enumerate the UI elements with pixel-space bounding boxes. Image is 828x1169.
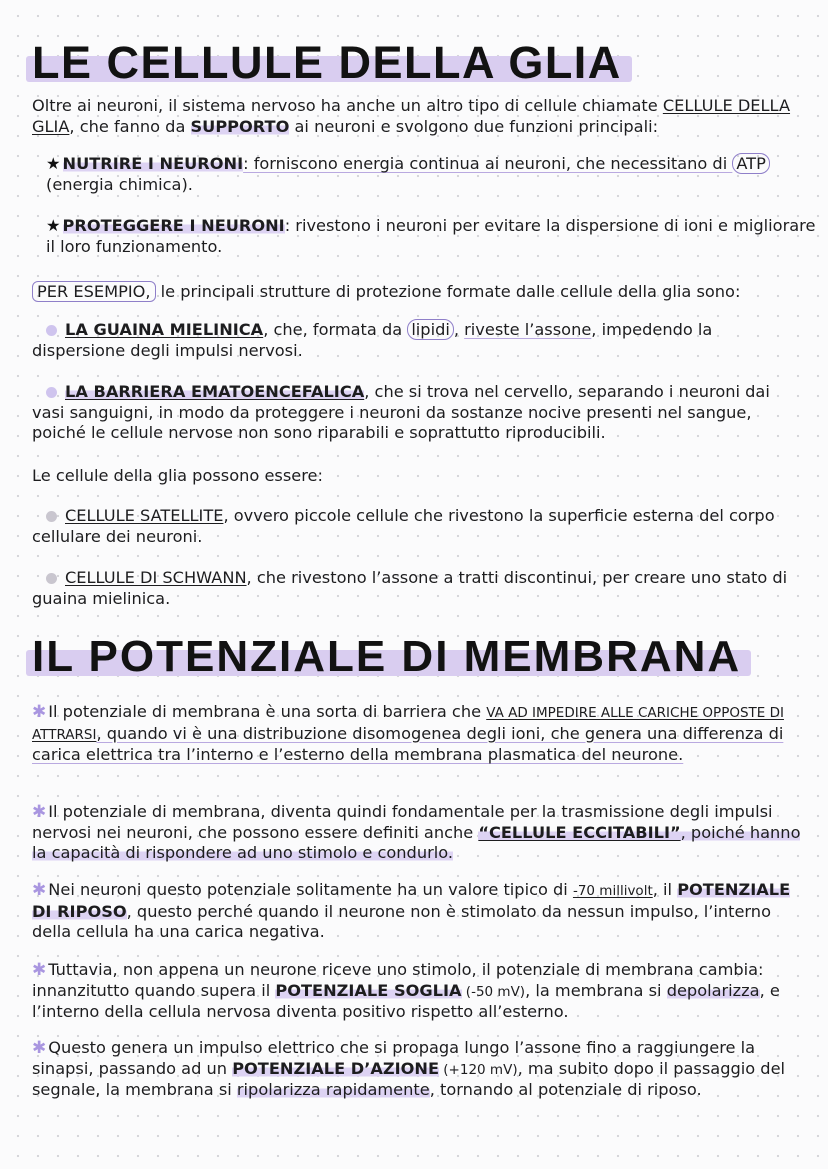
potenziale-para-4: ✱ Tuttavia, non appena un neurone riceve uno stimolo, il potenziale di membrana cambia: innanzitutto quando supera il POTENZIALE SOGLIA (-50 mV), la membrana si depolarizza, e l’interno della cellula nervosa diventa positivo rispetto all’esterno. bbox=[32, 960, 780, 1021]
function-heading: PROTEGGERE I NEURONI bbox=[62, 216, 285, 235]
type-heading: CELLULE DI SCHWANN bbox=[65, 568, 247, 587]
structure-heading: LA GUAINA MIELINICA bbox=[65, 320, 264, 339]
bullet-icon bbox=[46, 573, 57, 584]
keyword-potenziale-soglia: POTENZIALE SOGLIA bbox=[275, 980, 462, 1000]
asterisk-icon: ✱ bbox=[32, 960, 47, 980]
structure-guaina: LA GUAINA MIELINICA, che, formata da lipidi , riveste l’assone, impedendo la dispersione degli impulsi nervosi. bbox=[32, 320, 713, 360]
keyword-atp: ATP bbox=[732, 153, 769, 174]
keyword-lipidi: lipidi bbox=[407, 319, 454, 340]
keyword-70mv: -70 millivolt bbox=[572, 883, 653, 899]
bullet-icon bbox=[46, 325, 57, 336]
types-intro: Le cellule della glia possono essere: bbox=[32, 466, 323, 485]
example-paragraph: PER ESEMPIO, le principali strutture di protezione formate dalle cellule della glia sono: bbox=[32, 282, 802, 303]
section-title-glia: LE CELLULE DELLA GLIA bbox=[32, 38, 622, 88]
function-heading: NUTRIRE I NEURONI bbox=[62, 154, 244, 173]
type-schwann: CELLULE DI SCHWANN, che rivestono l’assone a tratti discontinui, per creare uno stato di guaina mielinica. bbox=[32, 568, 788, 608]
bullet-icon bbox=[46, 511, 57, 522]
function-nutrire: ★ NUTRIRE I NEURONI: forniscono energia continua ai neuroni, che necessitano di ATP (energia chimica). bbox=[32, 154, 816, 195]
asterisk-icon: ✱ bbox=[32, 880, 47, 900]
star-icon: ★ bbox=[46, 154, 61, 173]
star-icon: ★ bbox=[46, 216, 61, 235]
asterisk-icon: ✱ bbox=[32, 802, 47, 822]
keyword-potenziale-riposo: POTENZIALE DI RIPOSO bbox=[32, 880, 791, 921]
potenziale-para-2: ✱ Il potenziale di membrana, diventa quindi fondamentale per la trasmissione degli impulsi nervosi nei neuroni, che possono essere definiti anche “CELLULE ECCITABILI”, poiché hanno la capacità di rispondere ad uno stimolo e condurlo. bbox=[32, 802, 801, 862]
function-proteggere: ★ PROTEGGERE I NEURONI: rivestono i neuroni per evitare la dispersione di ioni e migliorare il loro funzionamento. bbox=[46, 216, 816, 256]
type-heading: CELLULE SATELLITE bbox=[65, 506, 224, 525]
type-satellite: CELLULE SATELLITE, ovvero piccole cellule che rivestono la superficie esterna del corpo cellulare dei neuroni. bbox=[32, 506, 775, 546]
example-label: PER ESEMPIO, bbox=[32, 281, 156, 302]
potenziale-para-1: ✱ Il potenziale di membrana è una sorta di barriera che VA AD IMPEDIRE ALLE CARICHE OPPOSTE DI ATTRARSI, quando vi è una distribuzione disomogenea degli ioni, che genera una differenza di carica elettrica tra l’interno e l’esterno della membrana plasmatica del neurone. bbox=[32, 702, 784, 764]
potenziale-para-5: ✱ Questo genera un impulso elettrico che si propaga lungo l’assone fino a raggiungere la sinapsi, passando ad un POTENZIALE D’AZIONE (+120 mV), ma subito dopo il passaggio del segnale, la membrana si ripolarizza rapidamente, tornando al potenziale di riposo. bbox=[32, 1038, 786, 1099]
keyword-ripolarizza: ripolarizza rapidamente bbox=[236, 1080, 430, 1099]
asterisk-icon: ✱ bbox=[32, 702, 47, 722]
asterisk-icon: ✱ bbox=[32, 1038, 47, 1058]
keyword-cellule-glia: CELLULE DELLA GLIA bbox=[32, 96, 791, 136]
keyword-eccitabili: “CELLULE ECCITABILI” bbox=[478, 822, 681, 842]
bullet-icon bbox=[46, 387, 57, 398]
keyword-supporto: SUPPORTO bbox=[190, 116, 290, 136]
keyword-depolarizza: depolarizza bbox=[666, 980, 760, 1000]
structure-heading: LA BARRIERA EMATOENCEFALICA bbox=[65, 382, 365, 401]
section-title-potenziale: IL POTENZIALE DI MEMBRANA bbox=[32, 632, 741, 682]
structure-barriera: LA BARRIERA EMATOENCEFALICA, che si trova nel cervello, separando i neuroni dai vasi sanguigni, in modo da proteggere i neuroni da sostanze nocive presenti nel sangue, poiché le cellule nervose non sono riparabili e soprattutto riproducibili. bbox=[32, 382, 770, 442]
keyword-impedire: VA AD IMPEDIRE ALLE CARICHE OPPOSTE DI ATTRARSI bbox=[32, 705, 784, 743]
intro-paragraph: Oltre ai neuroni, il sistema nervoso ha anche un altro tipo di cellule chiamate CELLULE DELLA GLIA, che fanno da SUPPORTO ai neuroni e svolgono due funzioni principali: bbox=[32, 96, 791, 136]
potenziale-para-3: ✱ Nei neuroni questo potenziale solitamente ha un valore tipico di -70 millivolt, il POTENZIALE DI RIPOSO, questo perché quando il neurone non è stimolato da nessun impulso, l’interno della cellula ha una carica negativa. bbox=[32, 880, 791, 941]
keyword-potenziale-azione: POTENZIALE D’AZIONE bbox=[232, 1058, 439, 1078]
